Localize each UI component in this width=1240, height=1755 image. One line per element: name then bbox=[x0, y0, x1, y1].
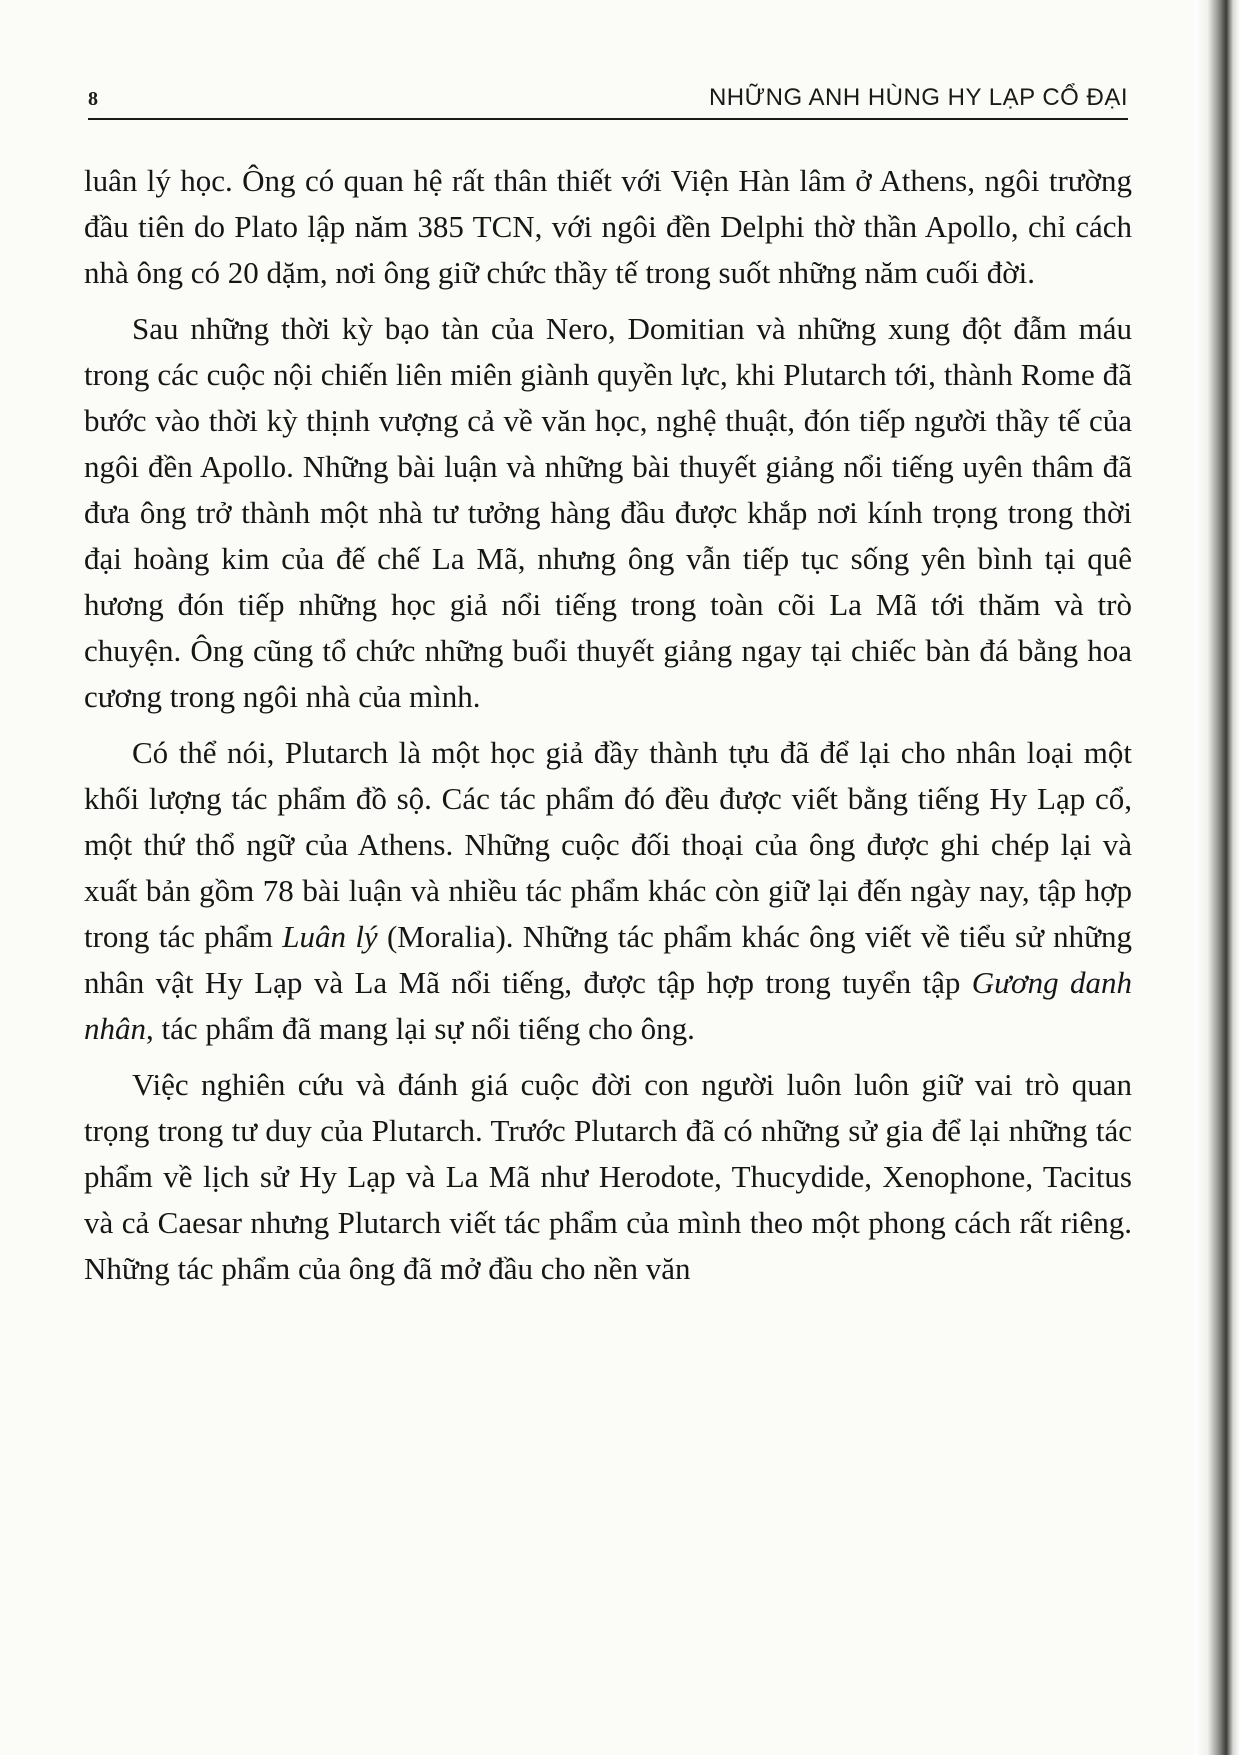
header-rule bbox=[88, 118, 1128, 120]
running-title: NHỮNG ANH HÙNG HY LẠP CỔ ĐẠI bbox=[708, 84, 1128, 111]
book-title-lives: Gương danh nhân bbox=[84, 965, 1132, 1046]
paragraph-3-part-2: (Moralia). Những tác phẩm khác ông viết về tiểu sử những nhân vật Hy Lạp và La Mã nổi tiếng, được tập hợp trong tuyển tập bbox=[84, 919, 1132, 1000]
paragraph-3 bbox=[84, 730, 1132, 1052]
page-number: 8 bbox=[88, 88, 98, 110]
paragraph-4: Việc nghiên cứu và đánh giá cuộc đời con người luôn luôn giữ vai trò quan trọng trong tư duy của Plutarch. Trước Plutarch đã có những sử gia để lại những tác phẩm về lịch sử Hy Lạp và La Mã như Herodote, Thucydide, Xenophone, Tacitus và cả Caesar nhưng Plutarch viết tác phẩm của mình theo một phong cách rất riêng. Những tác phẩm của ông đã mở đầu cho nền văn bbox=[84, 1067, 1132, 1286]
paragraph-3-part-3: , tác phẩm đã mang lại sự nổi tiếng cho ông. bbox=[146, 1011, 695, 1046]
paragraph-2: Sau những thời kỳ bạo tàn của Nero, Domitian và những xung đột đẫm máu trong các cuộc nội chiến liên miên giành quyền lực, khi Plutarch tới, thành Rome đã bước vào thời kỳ thịnh vượng cả về văn học, nghệ thuật, đón tiếp người thầy tế của ngôi đền Apollo. Những bài luận và những bài thuyết giảng nổi tiếng uyên thâm đã đưa ông trở thành một nhà tư tưởng hàng đầu được khắp nơi kính trọng trong thời đại hoàng kim của đế chế La Mã, nhưng ông vẫn tiếp tục sống yên bình tại quê hương đón tiếp những học giả nổi tiếng trong toàn cõi La Mã tới thăm và trò chuyện. Ông cũng tổ chức những buổi thuyết giảng ngay tại chiếc bàn đá bằng hoa cương trong ngôi nhà của mình. bbox=[84, 311, 1132, 714]
paragraph-3-part-1: Có thể nói, Plutarch là một học giả đầy thành tựu đã để lại cho nhân loại một khối lượng tác phẩm đồ sộ. Các tác phẩm đó đều được viết bằng tiếng Hy Lạp cổ, một thứ thổ ngữ của Athens. Những cuộc đối thoại của ông được ghi chép lại và xuất bản gồm 78 bài luận và nhiều tác phẩm khác còn giữ lại đến ngày nay, tập hợp trong tác phẩm bbox=[84, 735, 1132, 954]
page-header bbox=[88, 82, 1128, 116]
book-title-moralia: Luân lý bbox=[282, 919, 378, 954]
paragraph-1: luân lý học. Ông có quan hệ rất thân thiết với Viện Hàn lâm ở Athens, ngôi trường đầu tiên do Plato lập năm 385 TCN, với ngôi đền Delphi thờ thần Apollo, chỉ cách nhà ông có 20 dặm, nơi ông giữ chức thầy tế trong suốt những năm cuối đời. bbox=[84, 163, 1132, 290]
body-text bbox=[84, 158, 1132, 1302]
page-edge-shadow bbox=[1194, 0, 1240, 1755]
